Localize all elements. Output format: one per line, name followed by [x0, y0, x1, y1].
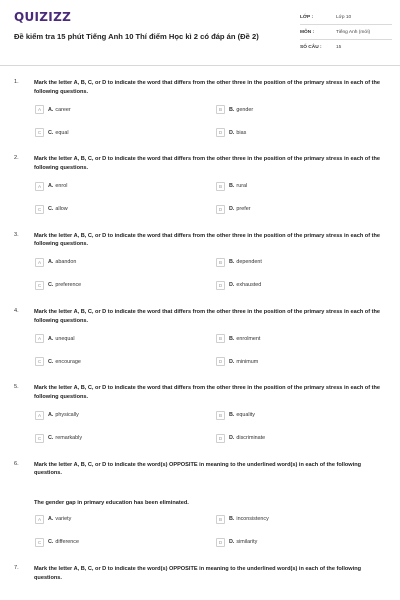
answer-options	[35, 258, 392, 290]
option-text: exhausted	[236, 282, 262, 289]
option-letter: D.	[229, 129, 235, 136]
meta-value: Tiếng Anh (mới)	[336, 29, 371, 35]
question-number: 3.	[14, 231, 19, 238]
question-5	[0, 379, 400, 442]
answer-option[interactable]	[216, 205, 376, 214]
answer-option[interactable]	[35, 515, 216, 524]
question-7	[0, 560, 400, 582]
question-1	[0, 74, 400, 137]
answer-option[interactable]	[216, 128, 376, 137]
answer-option[interactable]	[216, 105, 376, 114]
option-letter: C.	[48, 129, 54, 136]
option-text: bias	[236, 129, 247, 136]
question-6	[0, 456, 400, 547]
question-number: 7.	[14, 564, 19, 571]
option-checkbox[interactable]: A	[35, 105, 44, 114]
answer-option[interactable]	[35, 411, 216, 420]
question-text: Mark the letter A, B, C, or D to indicate the word(s) OPPOSITE in meaning to the underlined word(s) in each of the following questions.	[34, 565, 362, 581]
meta-row-subject	[300, 25, 392, 40]
option-text: enrol	[55, 183, 68, 190]
question-3	[0, 227, 400, 290]
answer-option[interactable]	[35, 538, 216, 547]
option-checkbox[interactable]: B	[216, 105, 225, 114]
answer-option[interactable]	[216, 538, 376, 547]
meta-label: MÔN :	[300, 29, 315, 35]
question-text: Mark the letter A, B, C, or D to indicate the word that differs from the other three in the position of the primary stress in each of the following questions.	[34, 232, 381, 248]
option-letter: C.	[48, 282, 54, 289]
option-letter: A.	[48, 183, 54, 190]
answer-option[interactable]	[35, 128, 216, 137]
question-text: Mark the letter A, B, C, or D to indicate the word that differs from the other three in the position of the primary stress in each of the following questions.	[34, 308, 381, 324]
option-checkbox[interactable]: B	[216, 258, 225, 267]
option-checkbox[interactable]: A	[35, 411, 44, 420]
answer-options	[35, 105, 392, 137]
option-checkbox[interactable]: C	[35, 538, 44, 547]
option-letter: A.	[48, 106, 54, 113]
option-letter: D.	[229, 435, 235, 442]
meta-label: SỐ CÂU :	[300, 45, 322, 50]
answer-option[interactable]	[35, 334, 216, 343]
option-letter: C.	[48, 358, 54, 365]
question-text: Mark the letter A, B, C, or D to indicate the word(s) OPPOSITE in meaning to the underlined word(s) in each of the following questions.	[34, 461, 362, 477]
option-letter: C.	[48, 206, 54, 213]
option-text: difference	[55, 539, 79, 546]
option-checkbox[interactable]: A	[35, 182, 44, 191]
option-checkbox[interactable]: A	[35, 515, 44, 524]
option-checkbox[interactable]: C	[35, 128, 44, 137]
option-text: rural	[236, 183, 248, 190]
option-letter: B.	[229, 106, 235, 113]
option-checkbox[interactable]: B	[216, 411, 225, 420]
option-checkbox[interactable]: C	[35, 434, 44, 443]
option-letter: A.	[48, 412, 54, 419]
option-text: equality	[236, 412, 255, 419]
worksheet-header	[0, 0, 400, 66]
option-text: preference	[55, 282, 82, 289]
option-letter: B.	[229, 259, 235, 266]
option-checkbox[interactable]: D	[216, 281, 225, 290]
meta-value: 15	[336, 45, 342, 50]
option-text: inconsistency	[236, 516, 269, 523]
answer-option[interactable]	[216, 411, 376, 420]
answer-option[interactable]	[216, 334, 376, 343]
option-text: equal	[55, 129, 69, 136]
answer-option[interactable]	[35, 205, 216, 214]
option-text: similarity	[236, 539, 258, 546]
answer-option[interactable]	[216, 515, 376, 524]
question-number: 4.	[14, 307, 19, 314]
option-text: gender	[236, 106, 254, 113]
answer-option[interactable]	[35, 105, 216, 114]
option-text: discriminate	[236, 435, 266, 442]
answer-option[interactable]	[216, 281, 376, 290]
option-checkbox[interactable]: A	[35, 334, 44, 343]
option-text: variety	[55, 516, 72, 523]
option-text: career	[55, 106, 71, 113]
option-checkbox[interactable]: D	[216, 538, 225, 547]
option-checkbox[interactable]: C	[35, 357, 44, 366]
answer-options	[35, 334, 392, 366]
option-checkbox[interactable]: C	[35, 205, 44, 214]
meta-row-class	[300, 10, 392, 25]
option-letter: B.	[229, 335, 235, 342]
option-letter: D.	[229, 358, 235, 365]
meta-table	[300, 10, 392, 55]
option-checkbox[interactable]: A	[35, 258, 44, 267]
question-number: 2.	[14, 155, 19, 162]
option-letter: B.	[229, 516, 235, 523]
option-text: physically	[55, 412, 79, 419]
question-number: 6.	[14, 460, 19, 467]
answer-option[interactable]	[35, 281, 216, 290]
option-text: encourage	[55, 358, 81, 365]
question-list	[0, 74, 400, 595]
option-checkbox[interactable]: C	[35, 281, 44, 290]
document-title: Đề kiểm tra 15 phút Tiếng Anh 10 Thí điểm Học kì 2 có đáp án (Đề 2)	[14, 32, 259, 41]
option-letter: A.	[48, 259, 54, 266]
option-letter: B.	[229, 412, 235, 419]
option-letter: D.	[229, 282, 235, 289]
option-text: unequal	[55, 335, 75, 342]
option-letter: C.	[48, 539, 54, 546]
answer-option[interactable]	[216, 258, 376, 267]
option-letter: B.	[229, 183, 235, 190]
question-passage: The gender gap in primary education has been eliminated.	[34, 499, 189, 506]
answer-option[interactable]	[35, 182, 216, 191]
option-checkbox[interactable]: D	[216, 357, 225, 366]
option-checkbox[interactable]: B	[216, 515, 225, 524]
option-text: allow	[55, 206, 68, 213]
answer-option[interactable]	[35, 357, 216, 366]
question-text: Mark the letter A, B, C, or D to indicate the word that differs from the other three in the position of the primary stress in each of the following questions.	[34, 80, 381, 95]
option-letter: A.	[48, 516, 54, 523]
option-text: abandon	[55, 259, 77, 266]
option-letter: C.	[48, 435, 54, 442]
option-letter: A.	[48, 335, 54, 342]
question-4	[0, 303, 400, 366]
answer-options	[35, 411, 392, 443]
option-text: remarkably	[55, 435, 83, 442]
meta-row-count	[300, 40, 392, 55]
option-letter: D.	[229, 206, 235, 213]
option-checkbox[interactable]: D	[216, 434, 225, 443]
option-checkbox[interactable]: B	[216, 334, 225, 343]
question-number: 1.	[14, 79, 19, 85]
answer-option[interactable]	[35, 258, 216, 267]
option-letter: D.	[229, 539, 235, 546]
answer-option[interactable]	[216, 182, 376, 191]
question-text: Mark the letter A, B, C, or D to indicate the word that differs from the other three in the position of the primary stress in each of the following questions.	[34, 385, 381, 400]
option-text: minimum	[236, 358, 259, 365]
option-checkbox[interactable]: D	[216, 128, 225, 137]
question-number: 5.	[14, 384, 19, 391]
quizizz-logo: QUIZIZZ	[14, 10, 72, 24]
option-text: dependent	[236, 259, 262, 266]
question-text: Mark the letter A, B, C, or D to indicate the word that differs from the other three in the position of the primary stress in each of the following questions.	[34, 156, 381, 171]
answer-options	[35, 182, 392, 214]
option-checkbox[interactable]: B	[216, 182, 225, 191]
answer-options	[35, 515, 392, 547]
answer-option[interactable]	[216, 357, 376, 366]
meta-label: LỚP :	[300, 14, 314, 20]
answer-option[interactable]	[216, 434, 376, 443]
answer-option[interactable]	[35, 434, 216, 443]
option-checkbox[interactable]: D	[216, 205, 225, 214]
option-text: enrolment	[236, 335, 261, 342]
question-2	[0, 150, 400, 213]
option-text: prefer	[236, 206, 251, 213]
meta-value: Lớp 10	[336, 14, 352, 20]
